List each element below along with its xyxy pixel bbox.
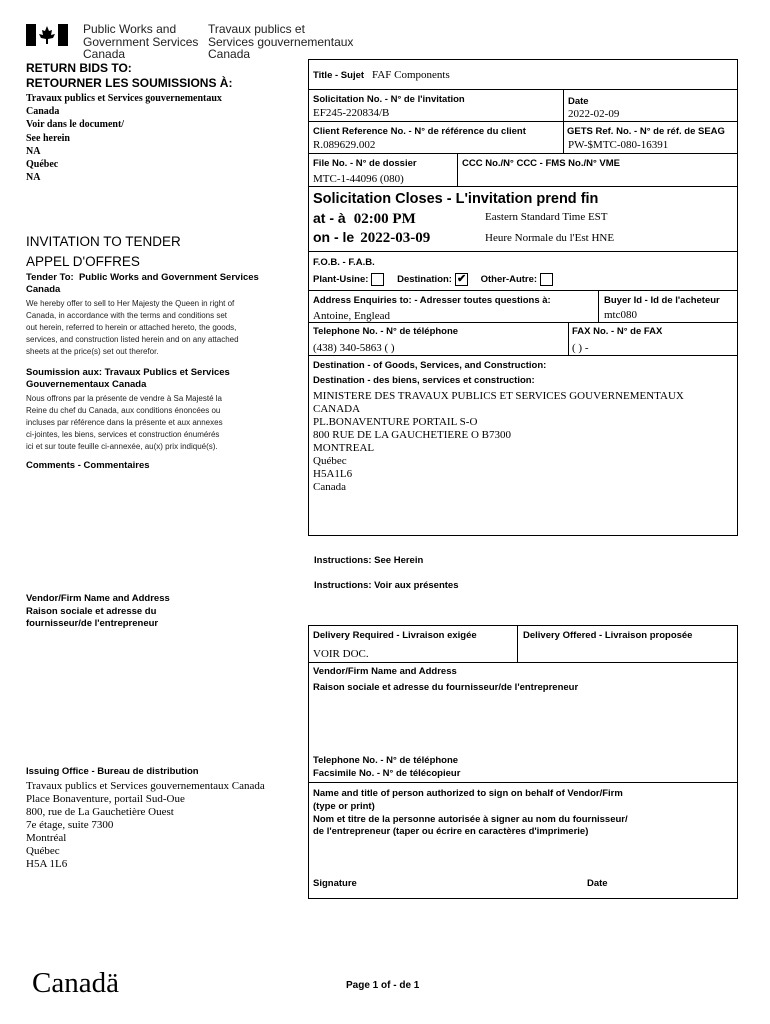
page-number: Page 1 of - de 1 <box>346 980 420 991</box>
file-label: File No. - N° de dossier <box>313 158 417 169</box>
date-cell <box>563 89 738 122</box>
tender-to: Tender To: Public Works and Government Services Canada <box>26 272 259 295</box>
closes-cell <box>308 186 738 252</box>
on-value: 2022-03-09 <box>360 230 431 246</box>
destination-goods-cell <box>308 355 738 536</box>
destination-checkbox[interactable] <box>455 273 468 286</box>
destination-label: Destination: <box>397 274 452 286</box>
soumission-label: Soumission aux: Travaux Publics et Services Gouvernementaux Canada <box>26 367 230 390</box>
department-name-en: Public Works and Government Services Canada <box>83 22 199 61</box>
client-ref-value: R.089629.002 <box>313 139 376 151</box>
solicitation-cell <box>308 89 564 122</box>
vendor-firm-cell <box>308 662 738 783</box>
plant-checkbox[interactable] <box>371 273 384 286</box>
ccc-label: CCC No./N° CCC - FMS No./N° VME <box>462 158 621 169</box>
file-value: MTC-1-44096 (080) <box>313 173 404 185</box>
solicitation-value: EF245-220834/B <box>313 107 390 119</box>
delivery-required-value: VOIR DOC. <box>313 648 369 660</box>
delivery-offered-cell <box>517 625 738 663</box>
phone-label: Telephone No. - N° de téléphone <box>313 326 459 337</box>
address-enquiries-label: Address Enquiries to: - Adresser toutes questions à: <box>313 295 551 306</box>
at-label: at - à <box>313 210 346 226</box>
fob-cell <box>308 251 738 291</box>
fob-label: F.O.B. - F.A.B. <box>313 257 375 268</box>
soumission-text: Nous offrons par la présente de vendre à Sa Majesté la Reine du chef du Canada, aux conditions énoncées ou incluses par référence dans la présente et aux annexes ci-jointes, les biens, services et construction énumérés ici et sur toute feuille ci-annexée, au(x) prix indiqué(s). <box>26 394 223 451</box>
vendor-firm-label-fr: Raison sociale et adresse du fournisseur/de l'entrepreneur <box>313 682 579 693</box>
return-bids-address: Travaux publics et Services gouvernementaux Canada Voir dans le document/ See herein NA Québec NA <box>26 93 222 184</box>
instructions-fr: Instructions: Voir aux présentes <box>314 580 459 591</box>
authorized-signature-cell <box>308 782 738 899</box>
vendor-phone-label: Telephone No. - N° de téléphone <box>313 755 459 766</box>
issuing-office-address: Travaux publics et Services gouvernementaux Canada Place Bonaventure, portail Sud-Oue 800, rue de La Gauchetière Ouest 7e étage, suite 7300 Montréal Québec H5A 1L6 <box>26 780 265 870</box>
delivery-required-label: Delivery Required - Livraison exigée <box>313 630 477 641</box>
ccc-cell <box>457 153 738 187</box>
gets-cell <box>563 121 738 154</box>
department-name-fr: Travaux publics et Services gouvernementaux Canada <box>208 22 354 61</box>
file-cell <box>308 153 458 187</box>
comments-label: Comments - Commentaires <box>26 460 150 471</box>
invitation-title: INVITATION TO TENDER APPEL D'OFFRES <box>26 234 181 269</box>
gets-label: GETS Ref. No. - N° de réf. de SEAG <box>567 126 725 137</box>
delivery-offered-label: Delivery Offered - Livraison proposée <box>523 630 693 641</box>
client-ref-cell <box>308 121 564 154</box>
signature-label: Signature <box>313 878 357 889</box>
fax-label: FAX No. - N° de FAX <box>572 326 663 337</box>
buyer-value: mtc080 <box>604 309 637 321</box>
fax-value: ( ) - <box>572 342 589 354</box>
timezone-en: Eastern Standard Time EST <box>485 211 608 223</box>
canada-flag-icon <box>26 24 68 46</box>
canada-wordmark: Canadä <box>32 967 119 999</box>
buyer-cell <box>598 290 738 323</box>
plant-label: Plant-Usine: <box>313 274 369 286</box>
client-ref-label: Client Reference No. - N° de référence du client <box>313 126 526 137</box>
vendor-firm-label-en: Vendor/Firm Name and Address <box>313 666 457 677</box>
issuing-office-label: Issuing Office - Bureau de distribution <box>26 766 199 777</box>
title-label: Title - Sujet <box>313 70 365 81</box>
return-bids-title: RETURN BIDS TO: RETOURNER LES SOUMISSIONS À: <box>26 61 233 90</box>
address-enquiries-cell <box>308 290 599 323</box>
delivery-required-cell <box>308 625 518 663</box>
vendor-firm-label-left: Vendor/Firm Name and Address Raison sociale et adresse du fournisseur/de l'entrepreneur <box>26 593 170 629</box>
tender-text: We hereby offer to sell to Her Majesty the Queen in right of Canada, in accordance with the terms and conditions set out herein, referred to herein or attached hereto, the goods, services, and construction listed herein and on any attached sheets at the price(s) set out therefor. <box>26 299 239 356</box>
timezone-fr: Heure Normale du l'Est HNE <box>485 232 615 244</box>
address-enquiries-value: Antoine, Englead <box>313 310 390 322</box>
destination-goods-label-fr: Destination - des biens, services et construction: <box>313 375 535 386</box>
destination-goods-label-en: Destination - of Goods, Services, and Construction: <box>313 360 547 371</box>
title-cell <box>308 59 738 90</box>
solicitation-label: Solicitation No. - N° de l'invitation <box>313 94 465 105</box>
buyer-label: Buyer Id - Id de l'acheteur <box>604 295 720 306</box>
signature-date-label: Date <box>587 878 608 889</box>
authorized-person-label: Name and title of person authorized to sign on behalf of Vendor/Firm (type or print) Nom et titre de la personne autorisée à signer au nom du fournisseur/ de l'entrepreneur (taper ou écrire en caractères d'imprimerie) <box>313 788 628 838</box>
fax-cell <box>568 322 738 356</box>
phone-cell <box>308 322 569 356</box>
date-label: Date <box>568 96 589 107</box>
destination-address: MINISTERE DES TRAVAUX PUBLICS ET SERVICES GOUVERNEMENTAUX CANADA PL.BONAVENTURE PORTAIL S-O 800 RUE DE LA GAUCHETIERE O B7300 MONTREAL Québec H5A1L6 Canada <box>313 390 684 493</box>
instructions-en: Instructions: See Herein <box>314 555 424 566</box>
other-checkbox[interactable] <box>540 273 553 286</box>
other-label: Other-Autre: <box>480 274 538 286</box>
at-value: 02:00 PM <box>353 211 416 227</box>
phone-value: (438) 340-5863 ( ) <box>313 342 395 354</box>
checkmark-icon: ✔ <box>456 273 467 285</box>
vendor-fax-label: Facsimile No. - N° de télécopieur <box>313 768 461 779</box>
title-value: FAF Components <box>372 69 450 81</box>
date-value: 2022-02-09 <box>568 108 620 120</box>
closes-title: Solicitation Closes - L'invitation prend fin <box>313 191 599 207</box>
on-label: on - le <box>313 229 355 245</box>
gets-value: PW-$MTC-080-16391 <box>568 139 669 151</box>
